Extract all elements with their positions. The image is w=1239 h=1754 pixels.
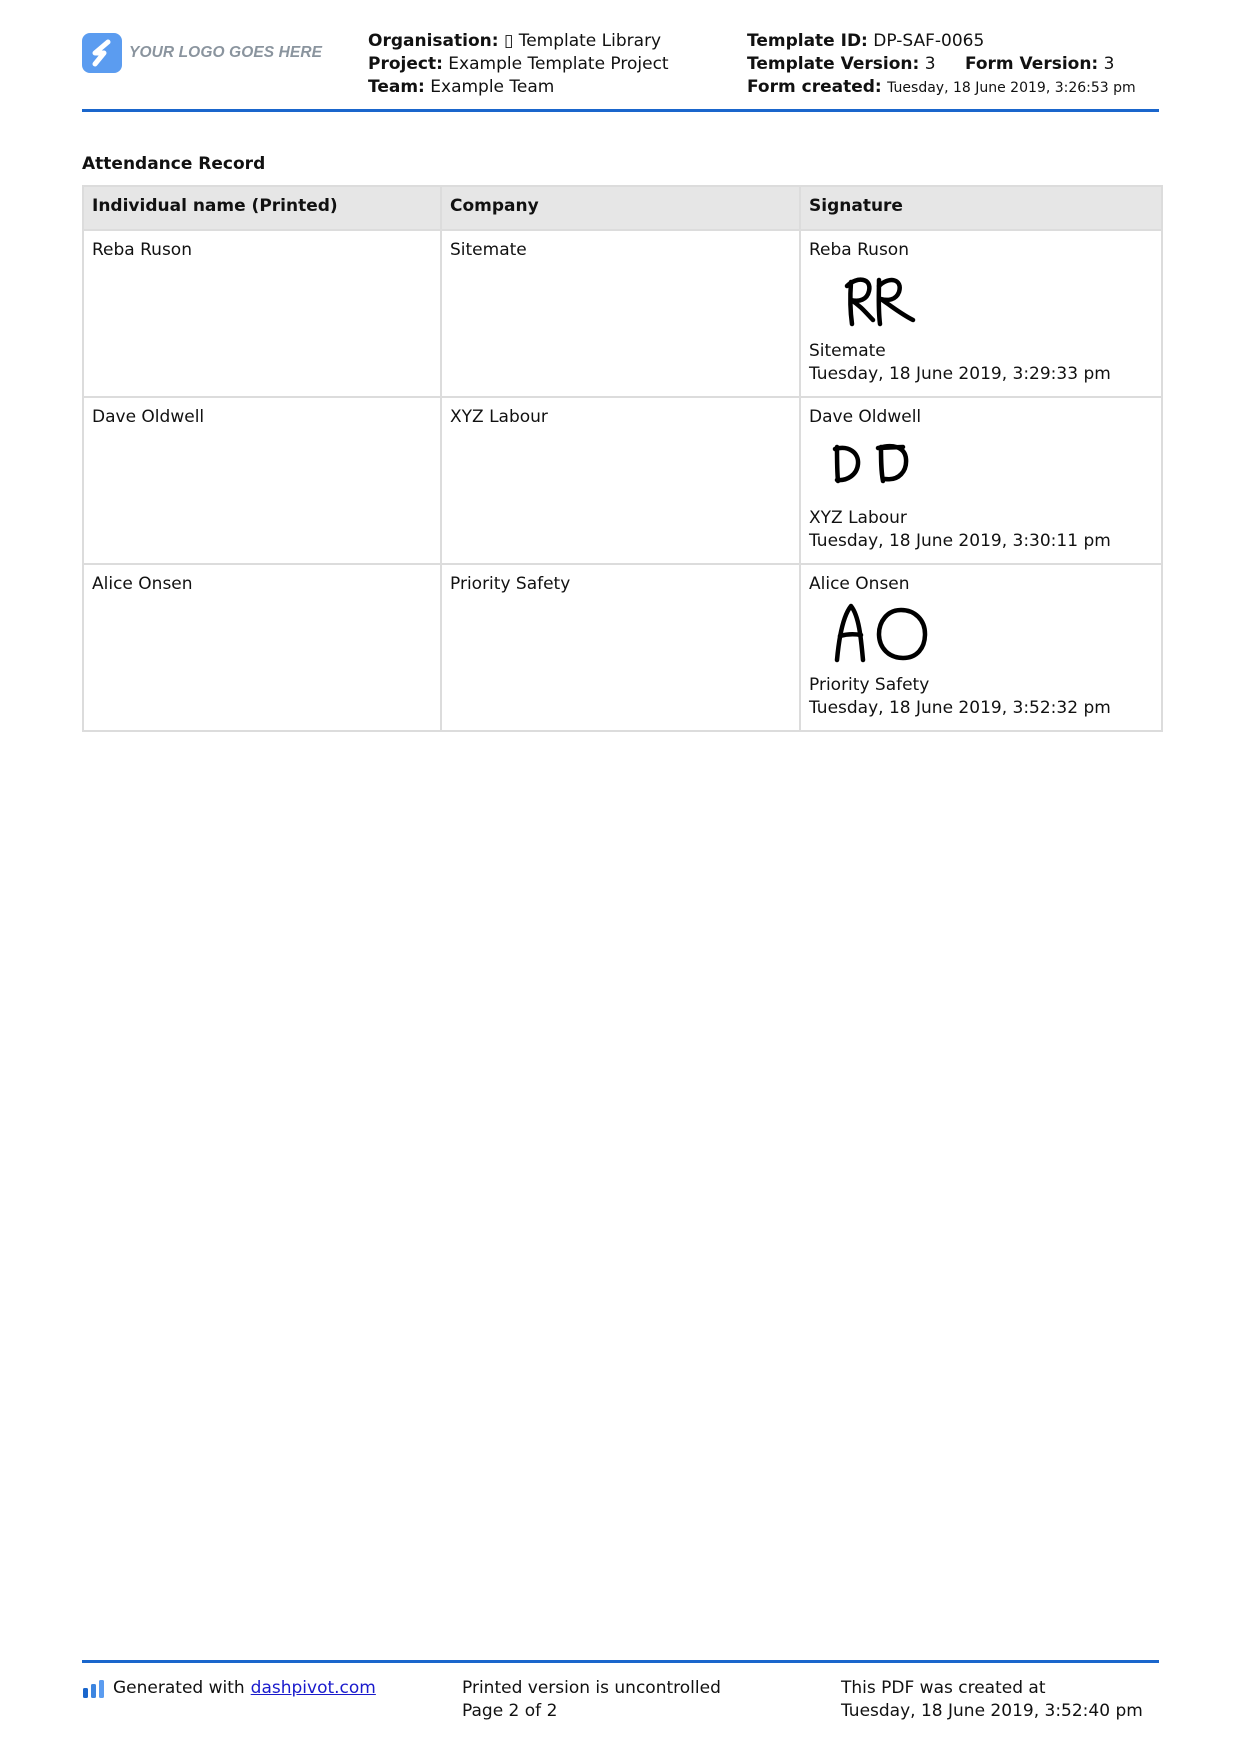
signature-image-ao bbox=[817, 598, 947, 668]
organisation-label: Organisation: bbox=[368, 31, 499, 51]
footer-generated bbox=[82, 1677, 376, 1700]
signature-time: Tuesday, 18 June 2019, 3:29:33 pm bbox=[809, 364, 1111, 384]
table-row bbox=[83, 230, 1162, 397]
column-header-company: Company bbox=[441, 186, 800, 230]
template-id-line bbox=[747, 30, 1136, 53]
company-logo bbox=[82, 33, 322, 73]
footer-divider bbox=[82, 1660, 1159, 1663]
logo-text: YOUR LOGO GOES HERE bbox=[129, 44, 323, 61]
form-created-line bbox=[747, 76, 1136, 100]
column-header-name: Individual name (Printed) bbox=[83, 186, 441, 230]
bar-chart-icon bbox=[82, 1679, 106, 1699]
generated-prefix: Generated with bbox=[113, 1678, 245, 1698]
logo-s-icon bbox=[82, 33, 122, 73]
attendance-table bbox=[82, 185, 1163, 732]
form-version-value: 3 bbox=[1103, 54, 1115, 74]
page-number: Page 2 of 2 bbox=[462, 1701, 558, 1721]
footer-print-info bbox=[462, 1677, 721, 1723]
column-header-signature: Signature bbox=[800, 186, 1162, 230]
organisation-line bbox=[368, 30, 669, 53]
header-project-info bbox=[368, 30, 669, 99]
header-divider bbox=[82, 109, 1159, 112]
template-id-value: DP-SAF-0065 bbox=[873, 31, 985, 51]
signer-name: Dave Oldwell bbox=[809, 407, 922, 427]
form-created-value: Tuesday, 18 June 2019, 3:26:53 pm bbox=[887, 80, 1136, 96]
footer-created-info bbox=[841, 1677, 1143, 1723]
template-version-label: Template Version: bbox=[747, 54, 920, 74]
uncontrolled-note: Printed version is uncontrolled bbox=[462, 1678, 721, 1698]
signer-name: Reba Ruson bbox=[809, 240, 909, 260]
cell-name: Reba Ruson bbox=[83, 230, 441, 397]
signature-time: Tuesday, 18 June 2019, 3:52:32 pm bbox=[809, 698, 1111, 718]
table-header-row bbox=[83, 186, 1162, 230]
signature-image-rr bbox=[817, 264, 937, 334]
project-line bbox=[368, 53, 669, 76]
table-row bbox=[83, 564, 1162, 731]
signer-name: Alice Onsen bbox=[809, 574, 910, 594]
signer-company: Priority Safety bbox=[809, 675, 930, 695]
cell-company: Sitemate bbox=[441, 230, 800, 397]
cell-signature bbox=[800, 564, 1162, 731]
team-value: Example Team bbox=[430, 77, 555, 97]
cell-signature bbox=[800, 397, 1162, 564]
signer-company: XYZ Labour bbox=[809, 508, 907, 528]
header-template-info bbox=[747, 30, 1136, 100]
template-id-label: Template ID: bbox=[747, 31, 868, 51]
team-label: Team: bbox=[368, 77, 425, 97]
template-version-value: 3 bbox=[924, 54, 936, 74]
project-label: Project: bbox=[368, 54, 443, 74]
project-value: Example Template Project bbox=[448, 54, 669, 74]
section-title: Attendance Record bbox=[82, 154, 266, 174]
page-header bbox=[82, 28, 1159, 112]
pdf-created-value: Tuesday, 18 June 2019, 3:52:40 pm bbox=[841, 1701, 1143, 1721]
cell-signature bbox=[800, 230, 1162, 397]
dashpivot-link[interactable]: dashpivot.com bbox=[250, 1678, 376, 1698]
cell-company: Priority Safety bbox=[441, 564, 800, 731]
signature-time: Tuesday, 18 June 2019, 3:30:11 pm bbox=[809, 531, 1111, 551]
cell-name: Dave Oldwell bbox=[83, 397, 441, 564]
pdf-created-label: This PDF was created at bbox=[841, 1678, 1046, 1698]
cell-company: XYZ Labour bbox=[441, 397, 800, 564]
form-version-label: Form Version: bbox=[964, 54, 1099, 74]
cell-name: Alice Onsen bbox=[83, 564, 441, 731]
form-created-label: Form created: bbox=[747, 77, 882, 97]
table-row bbox=[83, 397, 1162, 564]
organisation-value: ▯ Template Library bbox=[503, 31, 662, 51]
version-line bbox=[747, 53, 1136, 76]
signature-image-do bbox=[817, 431, 937, 501]
team-line bbox=[368, 76, 669, 99]
signer-company: Sitemate bbox=[809, 341, 886, 361]
